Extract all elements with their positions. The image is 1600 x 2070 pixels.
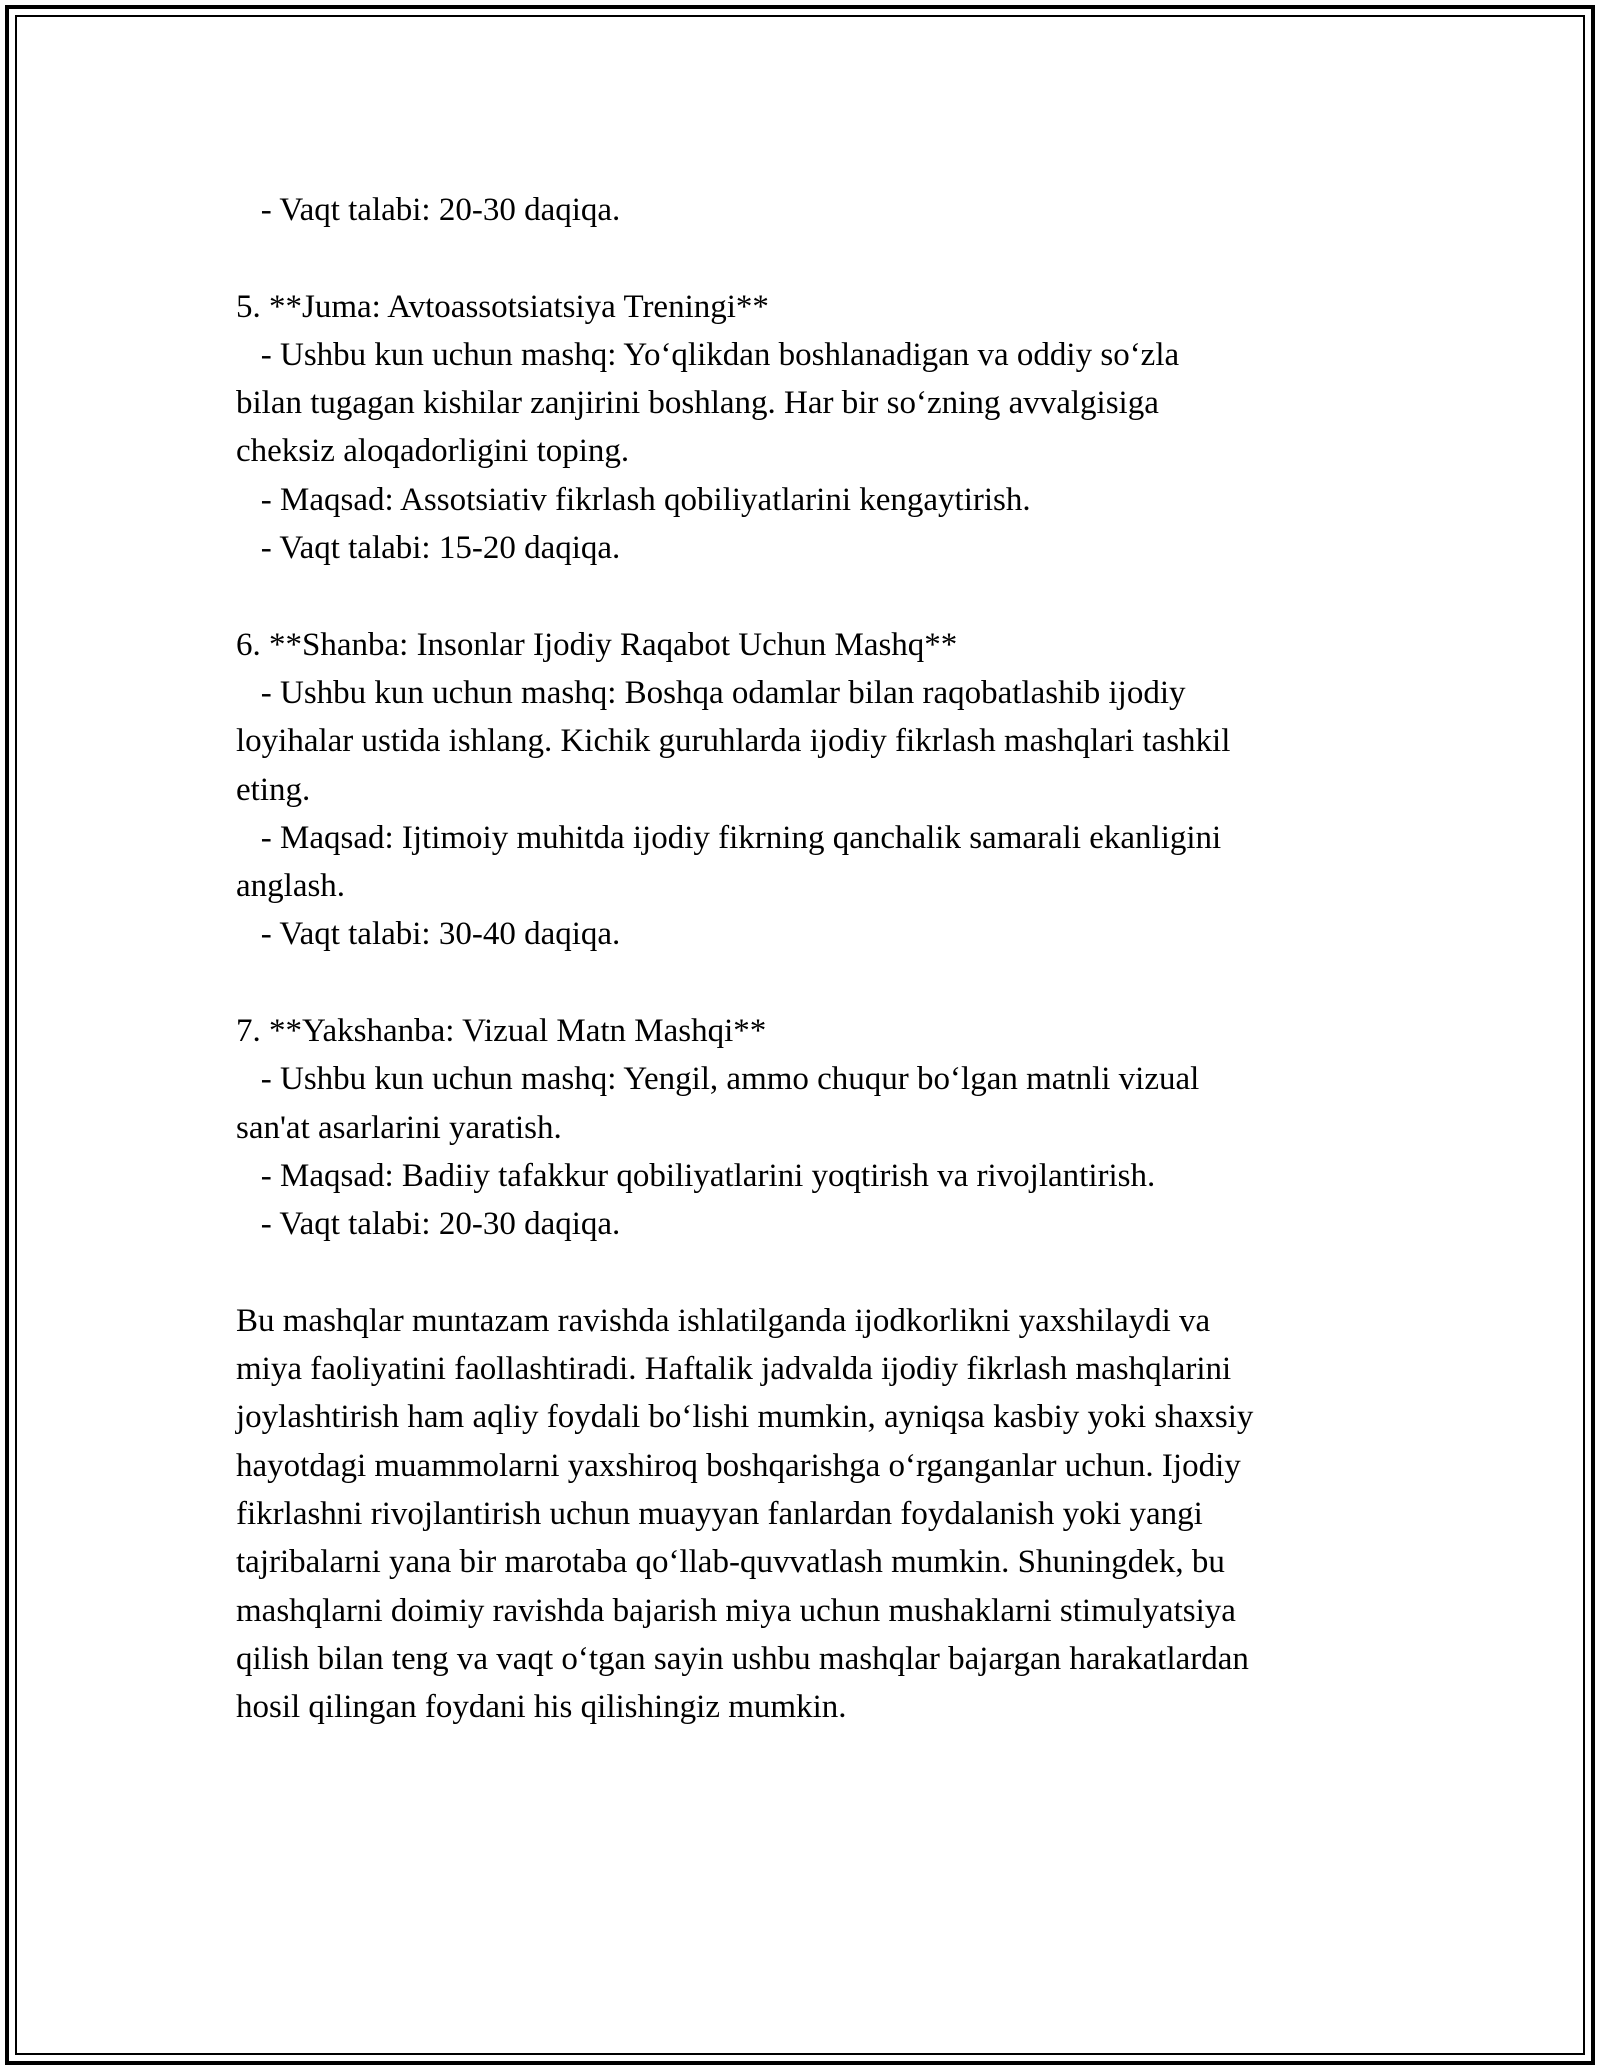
sunday-exercise-line-2: san'at asarlarini yaratish. — [236, 1109, 562, 1146]
friday-exercise-line-1: - Ushbu kun uchun mashq: Yo‘qlikdan boshlanadigan va oddiy so‘zla — [236, 336, 1180, 373]
saturday-goal-line-2: anglash. — [236, 868, 346, 905]
document-body — [236, 186, 1386, 1732]
friday-heading: 5. **Juma: Avtoassotsiatsiya Treningi** — [236, 288, 769, 325]
conclusion-line-6: tajribalarni yana bir marotaba qo‘llab-quvvatlash mumkin. Shuningdek, bu — [236, 1544, 1225, 1581]
friday-goal: - Maqsad: Assotsiativ fikrlash qobiliyatlarini kengaytirish. — [236, 481, 1031, 518]
saturday-heading: 6. **Shanba: Insonlar Ijodiy Raqabot Uchun Mashq** — [236, 626, 958, 663]
saturday-goal-line-1: - Maqsad: Ijtimoiy muhitda ijodiy fikrning qanchalik samarali ekanligini — [236, 819, 1222, 856]
sunday-exercise-line-1: - Ushbu kun uchun mashq: Yengil, ammo chuqur bo‘lgan matnli vizual — [236, 1061, 1200, 1098]
sunday-time-requirement: - Vaqt talabi: 20-30 daqiqa. — [236, 1206, 621, 1243]
spacer — [236, 572, 1386, 620]
spacer — [236, 959, 1386, 1007]
friday-exercise-line-3: cheksiz aloqadorligini toping. — [236, 433, 630, 470]
friday-exercise-line-2: bilan tugagan kishilar zanjirini boshlang. Har bir so‘zning avvalgisiga — [236, 385, 1159, 422]
sunday-heading: 7. **Yakshanba: Vizual Matn Mashqi** — [236, 1013, 767, 1050]
friday-time-requirement: - Vaqt talabi: 15-20 daqiqa. — [236, 530, 621, 567]
thursday-time-requirement: - Vaqt talabi: 20-30 daqiqa. — [236, 192, 621, 228]
spacer — [236, 1249, 1386, 1297]
saturday-exercise-line-3: eting. — [236, 771, 311, 808]
conclusion-line-3: joylashtirish ham aqliy foydali bo‘lishi mumkin, ayniqsa kasbiy yoki shaxsiy — [236, 1399, 1254, 1436]
conclusion-line-8: qilish bilan teng va vaqt o‘tgan sayin ushbu mashqlar bajargan harakatlardan — [236, 1640, 1249, 1677]
saturday-exercise-line-1: - Ushbu kun uchun mashq: Boshqa odamlar bilan raqobatlashib ijodiy — [236, 674, 1186, 711]
conclusion-line-2: miya faoliyatini faollashtiradi. Haftalik jadvalda ijodiy fikrlash mashqlarini — [236, 1351, 1232, 1388]
saturday-exercise-line-2: loyihalar ustida ishlang. Kichik guruhlarda ijodiy fikrlash mashqlari tashkil — [236, 723, 1231, 760]
conclusion-line-1: Bu mashqlar muntazam ravishda ishlatilganda ijodkorlikni yaxshilaydi va — [236, 1302, 1211, 1339]
conclusion-line-7: mashqlarni doimiy ravishda bajarish miya uchun mushaklarni stimulyatsiya — [236, 1592, 1236, 1629]
conclusion-line-5: fikrlashni rivojlantirish uchun muayyan fanlardan foydalanish yoki yangi — [236, 1496, 1203, 1533]
saturday-time-requirement: - Vaqt talabi: 30-40 daqiqa. — [236, 916, 621, 953]
sunday-goal: - Maqsad: Badiiy tafakkur qobiliyatlarini yoqtirish va rivojlantirish. — [236, 1157, 1156, 1194]
conclusion-line-9: hosil qilingan foydani his qilishingiz mumkin. — [236, 1689, 847, 1726]
conclusion-line-4: hayotdagi muammolarni yaxshiroq boshqarishga o‘rganganlar uchun. Ijodiy — [236, 1447, 1241, 1484]
spacer — [236, 234, 1386, 282]
